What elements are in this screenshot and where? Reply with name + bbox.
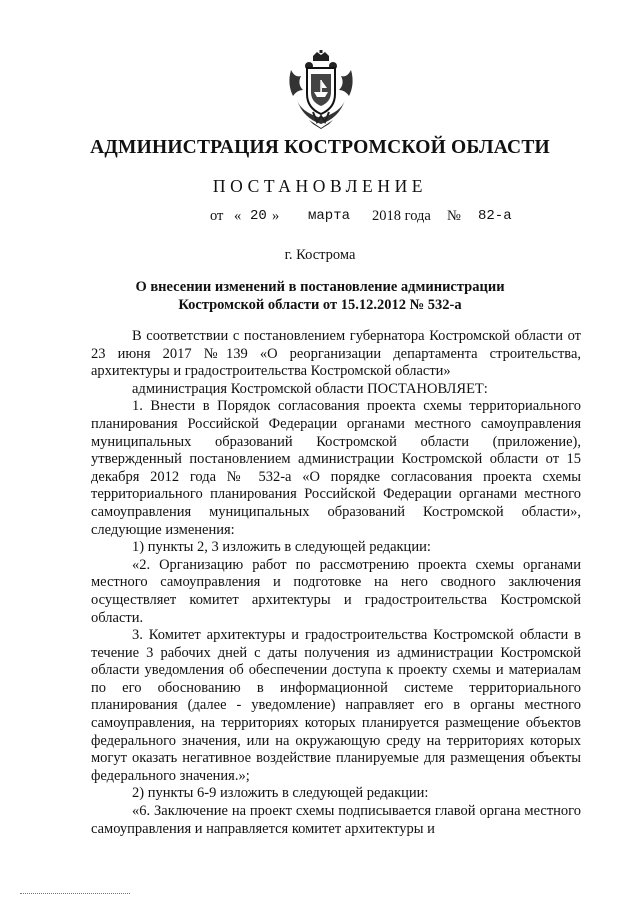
body-paragraph: администрация Костромской области ПОСТАНОВЛЯЕТ: (132, 380, 488, 397)
date-day: 20 (250, 208, 267, 224)
footer-rule (20, 893, 130, 894)
document-type: ПОСТАНОВЛЕНИЕ (212, 176, 428, 196)
document-number: 82-а (478, 208, 512, 224)
body-paragraph: В соответствии с постановлением губернатора Костромской области от 23 июня 2017 №139 «О реорганизации департамента строительства, архитектуры и градостроительства Костромской области» (91, 328, 581, 380)
subject-line: О внесении изменений в постановление администрации (135, 279, 505, 295)
date-open-quote: « (234, 208, 242, 224)
body-paragraph: 1. Внести в Порядок согласования проекта схемы территориального планирования Российской Федерации органами местного самоуправления муниципальных образований Костромской области (приложение), утвержденный постановлением администрации Костромской области от 15 декабря 2012 года № 532-а «О порядке согласования проекта схемы территориального планирования Российской Федерации органами местного самоуправления муниципальных образований Костромской области», следующие изменения: (91, 398, 581, 538)
date-prefix: от (210, 208, 224, 224)
date-month: марта (308, 208, 351, 224)
date-close-quote: » (272, 208, 280, 224)
subject-line: Костромской области от 15.12.2012 № 532-а (178, 297, 462, 313)
body-paragraph: «2. Организацию работ по рассмотрению проекта схемы органами местного самоуправления и подготовке на него сводного заключения осуществляет комитет архитектуры и градостроительства Костромской области. (91, 556, 581, 626)
body-paragraph: 1) пункты 2, 3 изложить в следующей редакции: (132, 539, 431, 556)
date-year: 2018 года (372, 208, 431, 224)
document-subject (0, 278, 640, 314)
organization-title: АДМИНИСТРАЦИЯ КОСТРОМСКОЙ ОБЛАСТИ (90, 137, 550, 158)
document-body (91, 328, 581, 838)
number-sign: № (447, 208, 461, 224)
city-line: г. Кострома (284, 247, 356, 263)
body-paragraph: 2) пункты 6-9 изложить в следующей редакции: (132, 785, 429, 802)
coat-of-arms-icon (283, 50, 359, 130)
body-paragraph: 3. Комитет архитектуры и градостроительства Костромской области в течение 3 рабочих дней с даты получения из администрации Костромской области уведомления об обеспечении доступа к проекту схемы и материалам по его обоснованию в информационной системе территориального планирования (далее - уведомление) направляет его в органы местного самоуправления, на территориях которых планируется размещение объектов федерального значения, или на окружающую среду на территориях которых могут оказать негативное воздействие планируемые для размещения объекты федерального значения.»; (91, 627, 581, 784)
body-paragraph: «6. Заключение на проект схемы подписывается главой органа местного самоуправления и направляется комитет архитектуры и (91, 803, 581, 837)
